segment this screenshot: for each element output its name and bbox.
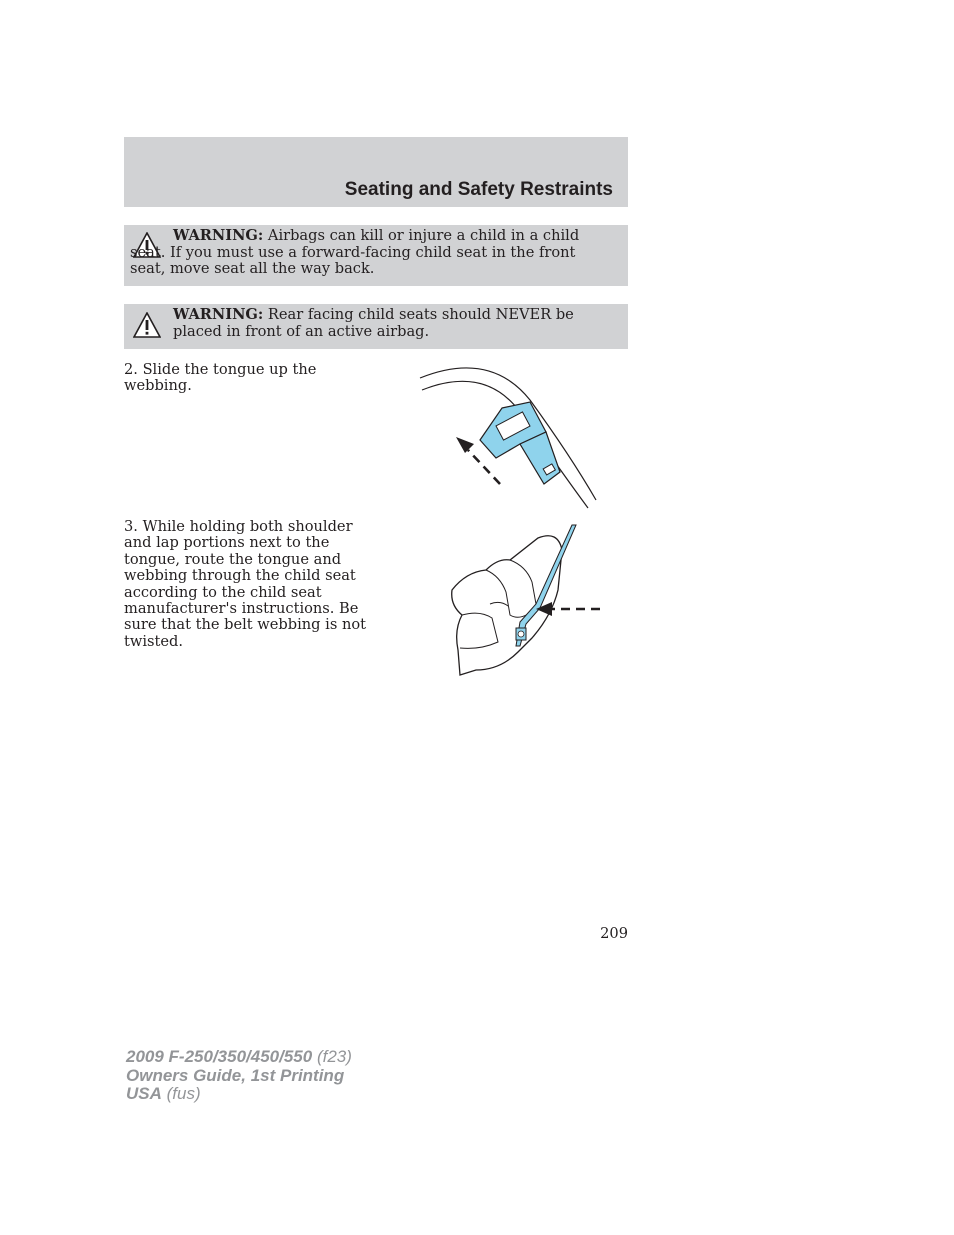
page-number: 209 — [600, 925, 628, 942]
warning-label: WARNING: — [173, 306, 264, 323]
warning-box-airbag-child-seat — [124, 225, 628, 286]
document-footer — [126, 1048, 352, 1104]
child-seat-belt-illustration — [440, 520, 610, 685]
warning-box-rear-facing — [124, 304, 628, 349]
section-title: Seating and Safety Restraints — [344, 179, 613, 200]
warning-text — [173, 307, 614, 340]
warning-triangle-icon — [133, 312, 161, 338]
step-slide-tongue: 2. Slide the tongue up the webbing. — [124, 361, 317, 395]
warning-body: Airbags can kill or injure a child in a child seat. If you must use a forward-facing child seat in the front seat, move seat all the way back. — [130, 227, 580, 277]
footer-line-market: USA (fus) — [126, 1084, 201, 1103]
step-route-belt: 3. While holding both shoulder and lap portions next to the tongue, route the tongue and webbing through the child seat according to the child seat manufacturer's instructions. Be sure that the belt webbing is not twisted. — [124, 518, 367, 650]
footer-line-model: 2009 F-250/350/450/550 (f23) — [126, 1047, 352, 1066]
footer-line-guide: Owners Guide, 1st Printing — [126, 1065, 345, 1085]
warning-label: WARNING: — [173, 227, 264, 244]
belt-tongue-illustration — [410, 360, 610, 510]
section-header — [124, 137, 628, 207]
warning-body: Rear facing child seats should NEVER be placed in front of an active airbag. — [173, 306, 574, 340]
warning-text — [130, 228, 614, 278]
